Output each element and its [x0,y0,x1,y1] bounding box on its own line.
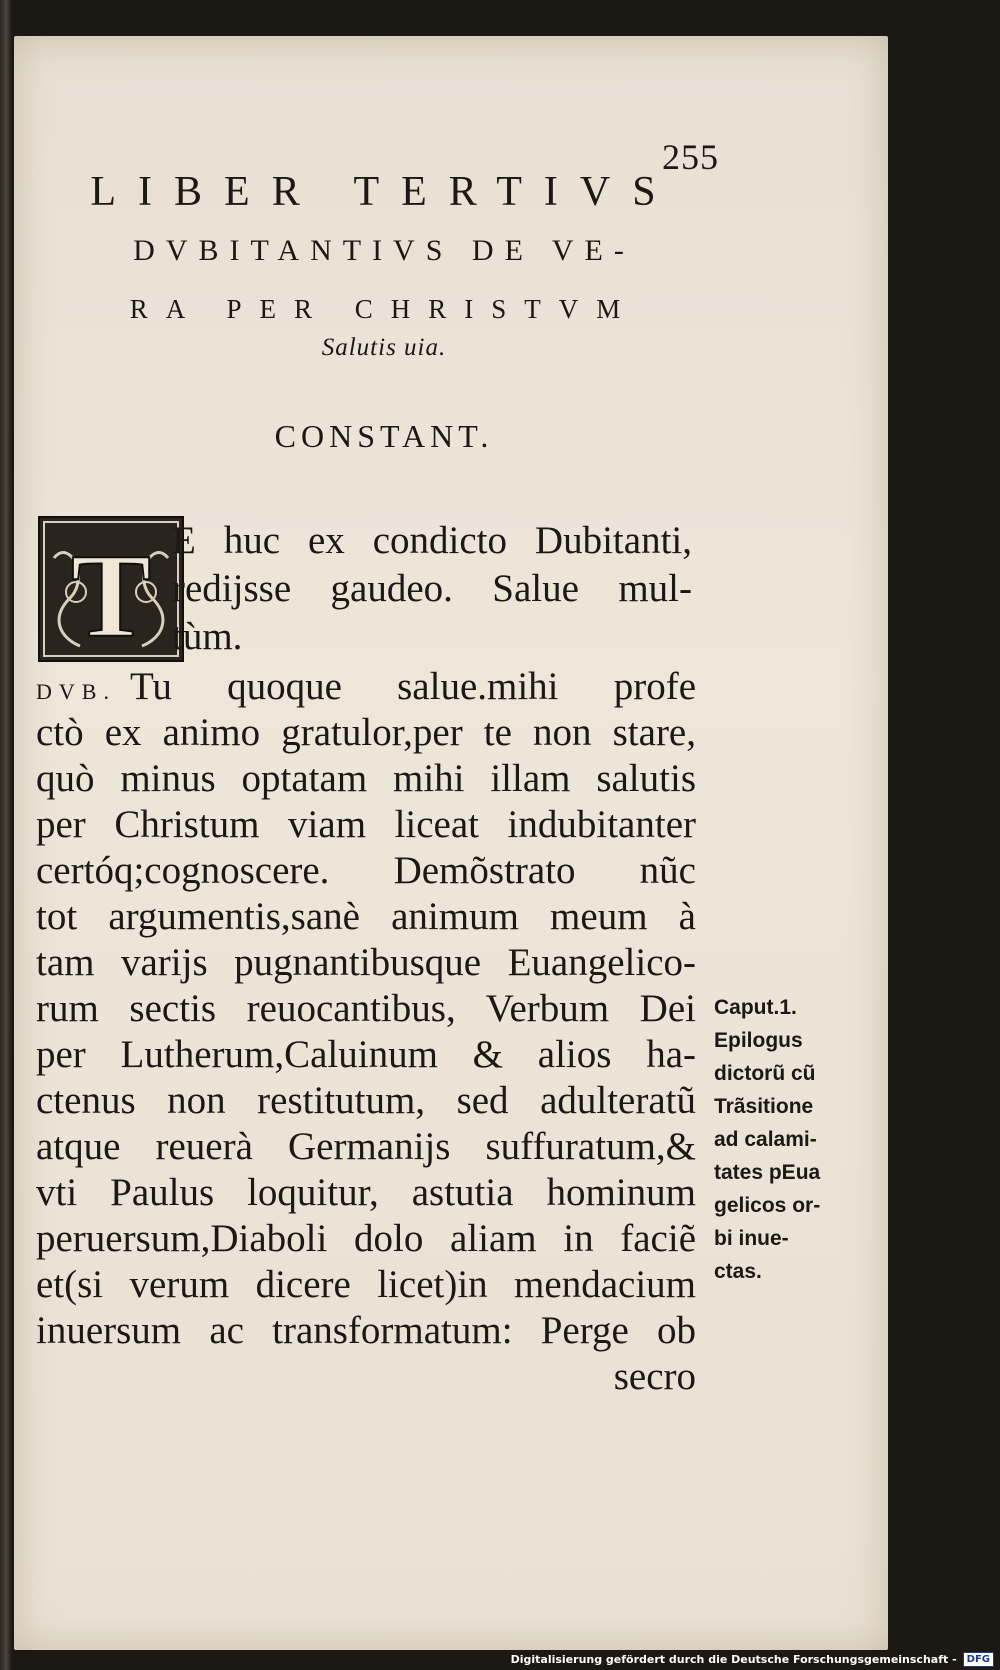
title-line-3: RA PER CHRISTVM [129,294,639,324]
title-line-4: Salutis uia. [321,334,447,361]
margin-note-line: tates pEua [714,1161,821,1184]
body-line: ctò ex animo gratulor,per te non stare, [36,711,696,754]
svg-text:T: T [70,529,152,660]
margin-note [714,991,884,1288]
funding-credit [511,1650,994,1668]
body-line: tùm. [172,615,243,658]
margin-note-line: Caput.1. [714,996,797,1019]
body-line: peruersum,Diaboli dolo aliam in faciẽ [36,1217,696,1260]
body-line: redijsse gaudeo. Salue mul- [172,567,692,610]
body-line: per Christum viam liceat indubitanter [36,803,696,846]
body-line: et(si verum dicere licet)in mendacium [36,1263,696,1306]
speaker-heading: CONSTANT. [274,418,494,454]
body-line: ctenus non restitutum, sed adulteratũ [36,1079,696,1122]
margin-note-line: ctas. [714,1260,762,1283]
body-line: per Lutherum,Caluinum & alios ha- [36,1033,696,1076]
margin-note-line: Trãsitione [714,1095,814,1118]
title-line-1: LIBER TERTIVS [90,169,678,215]
speaker-label: DVB. [36,679,116,704]
body-line: quò minus optatam mihi illam salutis [36,757,696,800]
margin-note-line: Epilogus [714,1029,803,1052]
body-line: tot argumentis,sanè animum meum à [36,895,696,938]
body-line: certóq;cognoscere. Demõstrato nũc [36,849,696,892]
body-line: E huc ex condicto Dubitanti, [172,519,692,562]
funding-text: Digitalisierung gefördert durch die Deutsche Forschungsgemeinschaft - [510,1652,957,1666]
book-page [14,36,888,1650]
decorated-initial-icon [38,516,184,662]
catchword: secro [613,1355,696,1398]
body-line: vti Paulus loquitur, astutia hominum [36,1171,696,1214]
body-line: rum sectis reuocantibus, Verbum Dei [36,987,696,1030]
body-line: tam varijs pugnantibusque Euangelico- [36,941,696,984]
margin-note-line: bi inue- [714,1227,789,1250]
body-line: inuersum ac transformatum: Perge ob [36,1309,696,1352]
body-line: atque reuerà Germanijs suffuratum,& [36,1125,696,1168]
title-line-2: DVBITANTIVS DE VE- [133,234,635,267]
body-line-text: Tu quoque salue.mihi profe [129,665,696,708]
margin-note-line: gelicos or- [714,1194,821,1217]
margin-note-line: dictorũ cũ [714,1062,816,1085]
body-line-dub [36,664,696,715]
page-number: 255 [662,137,719,177]
dfg-logo-icon: DFG [963,1652,994,1667]
margin-note-line: ad calami- [714,1128,817,1151]
